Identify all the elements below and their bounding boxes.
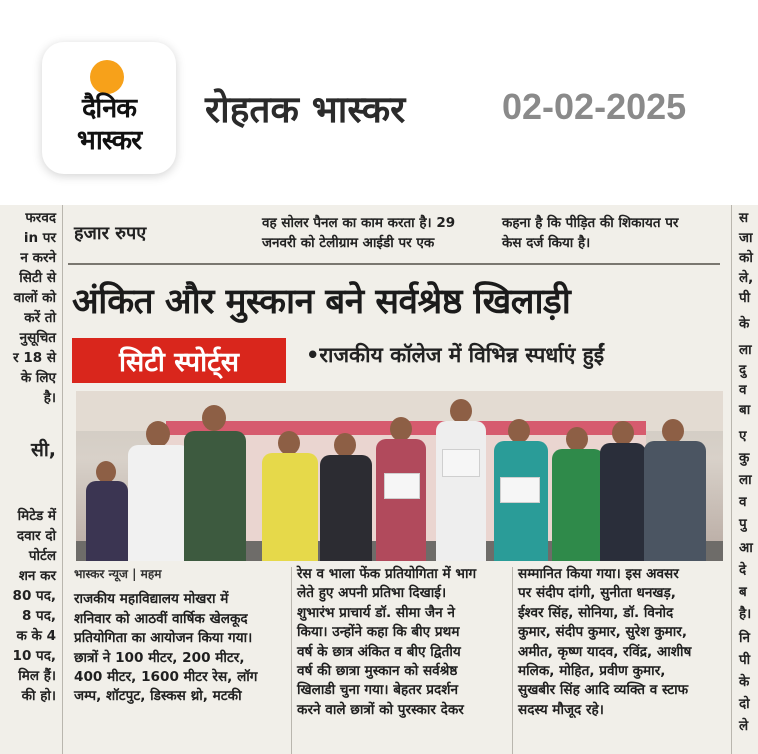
text-fragment: के लिए: [20, 370, 56, 386]
logo-text-line1: दैनिक: [81, 93, 137, 124]
text-fragment: मिटेड में: [17, 508, 56, 524]
text-line: लेते हुए अपनी प्रतिभा दिखाई।: [297, 585, 447, 602]
text-fragment: वालों को: [13, 290, 56, 306]
text-line: वर्ष की छात्रा मुस्कान को सर्वश्रेष्ठ: [297, 663, 458, 680]
text-fragment: को: [739, 250, 753, 266]
logo-text-line2: भास्कर: [76, 125, 142, 156]
text-fragment: मिल हैं।: [18, 668, 56, 684]
text-line: पर संदीप दांगी, सुनीता धनखड़,: [518, 585, 676, 602]
left-column-fragments: [0, 205, 58, 754]
neighbour-heading: हजार रुपए: [74, 223, 147, 244]
text-line: वर्ष के छात्र अंकित व बीए द्वितीय: [297, 643, 461, 660]
text-fragment: कु: [739, 450, 750, 466]
edition-title: रोहतक भास्कर: [205, 88, 406, 131]
text-fragment: ब: [739, 584, 747, 600]
text-fragment: ले: [739, 718, 749, 734]
text-fragment: पी: [739, 290, 751, 306]
sun-icon: [90, 60, 124, 94]
text-fragment: है।: [43, 390, 56, 406]
text-line: कुमार, संदीप कुमार, सुरेश कुमार,: [518, 624, 688, 641]
article-subheadline: •राजकीय कॉलेज में विभिन्न स्पर्धाएं हुईं: [306, 343, 605, 367]
app-header: [0, 0, 758, 196]
text-fragment: फरवद: [25, 210, 56, 226]
text-line: शनिवार को आठवीं वार्षिक खेलकूद: [74, 610, 248, 627]
text-line: शुभारंभ प्राचार्य डॉ. सीमा जैन ने: [297, 604, 455, 621]
text-fragment: in पर: [23, 230, 56, 246]
dainik-bhaskar-logo: [42, 42, 176, 174]
event-photo: [76, 391, 723, 561]
text-fragment: पोर्टल: [28, 548, 56, 564]
text-fragment: है।: [739, 606, 752, 622]
text-fragment: ए: [739, 428, 747, 444]
text-fragment: ला: [739, 472, 752, 488]
text-fragment: व: [739, 382, 747, 398]
byline: भास्कर न्यूज | महम: [74, 567, 162, 581]
column-divider: [731, 205, 732, 754]
text-line: करने वाले छात्रों को पुरस्कार देकर: [297, 701, 464, 718]
text-line: जम्प, शॉटपुट, डिस्कस थ्रो, मटकी: [74, 688, 242, 705]
text-fragment: दु: [739, 362, 747, 378]
text-fragment: क के 4: [16, 628, 56, 644]
text-fragment: 80 पद,: [12, 588, 56, 604]
text-line: सम्मानित किया गया। इस अवसर: [518, 566, 679, 582]
text-fragment: सी,: [31, 439, 56, 461]
text-fragment: दे: [739, 562, 747, 578]
text-fragment: शन कर: [18, 568, 56, 584]
newspaper-clipping: [0, 205, 758, 754]
edition-date: 02-02-2025: [502, 86, 687, 127]
text-fragment: 8 पद,: [21, 608, 56, 624]
text-line: वह सोलर पैनल का काम करता है। 29: [262, 215, 456, 231]
column-divider: [62, 205, 63, 754]
text-line: जनवरी को टेलीग्राम आईडी पर एक: [262, 235, 435, 251]
text-line: अमीत, कृष्ण यादव, रविंद्र, आशीष: [518, 643, 692, 660]
text-line: केस दर्ज किया है।: [502, 235, 591, 251]
text-fragment: स: [739, 210, 749, 226]
text-fragment: नुसूचित: [19, 330, 56, 346]
text-fragment: न करने: [20, 250, 56, 266]
text-line: सुखबीर सिंह आदि व्यक्ति व स्टाफ: [518, 682, 689, 699]
section-tag: [72, 338, 286, 383]
text-fragment: ले,: [739, 270, 754, 286]
text-fragment: जा: [739, 230, 753, 246]
text-fragment: के: [739, 674, 750, 690]
column-divider: [291, 567, 292, 754]
text-fragment: ला: [739, 342, 752, 358]
article-headline: अंकित और मुस्कान बने सर्वश्रेष्ठ खिलाड़ी: [72, 282, 571, 322]
text-line: सदस्य मौजूद रहे।: [518, 701, 604, 718]
text-fragment: के: [739, 316, 750, 332]
article-column-2: [297, 565, 476, 720]
text-line: कहना है कि पीड़ित की शिकायत पर: [502, 215, 679, 231]
article-column-1: [74, 565, 257, 707]
text-fragment: पी: [739, 652, 751, 668]
text-fragment: बा: [739, 402, 751, 418]
text-line: प्रतियोगिता का आयोजन किया गया।: [74, 630, 253, 647]
neighbour-text-mid: [262, 213, 455, 253]
text-line: 400 मीटर, 1600 मीटर रेस, लॉग: [74, 669, 258, 686]
text-line: छात्रों ने 100 मीटर, 200 मीटर,: [74, 649, 245, 666]
column-divider: [512, 567, 513, 754]
article-column-3: [518, 565, 691, 720]
text-line: खिलाडी चुना गया। बेहतर प्रदर्शन: [297, 682, 459, 699]
right-column-fragments: [735, 205, 758, 754]
text-fragment: की हो।: [21, 688, 56, 704]
section-tag-label: सिटी स्पोर्ट्स: [119, 347, 239, 378]
story-divider: [68, 263, 720, 265]
text-line: रेस व भाला फेंक प्रतियोगिता में भाग: [297, 566, 477, 582]
text-fragment: र 18 से: [13, 350, 56, 366]
text-fragment: दवार दो: [16, 528, 56, 544]
neighbour-text-right: [502, 213, 678, 253]
text-fragment: सिटी से: [19, 270, 56, 286]
text-fragment: करें तो: [24, 310, 56, 326]
text-fragment: पु: [739, 516, 747, 532]
text-line: मलिक, मोहित, प्रवीण कुमार,: [518, 663, 666, 680]
text-line: किया। उन्होंने कहा कि बीए प्रथम: [297, 624, 460, 641]
text-fragment: आ: [739, 540, 753, 556]
text-fragment: नि: [739, 630, 750, 646]
text-line: राजकीय महाविद्यालय मोखरा में: [74, 591, 229, 608]
text-fragment: 10 पद,: [12, 648, 56, 664]
text-fragment: दो: [739, 696, 750, 712]
text-line: ईश्वर सिंह, सोनिया, डॉ. विनोद: [518, 604, 674, 621]
text-fragment: व: [739, 494, 747, 510]
